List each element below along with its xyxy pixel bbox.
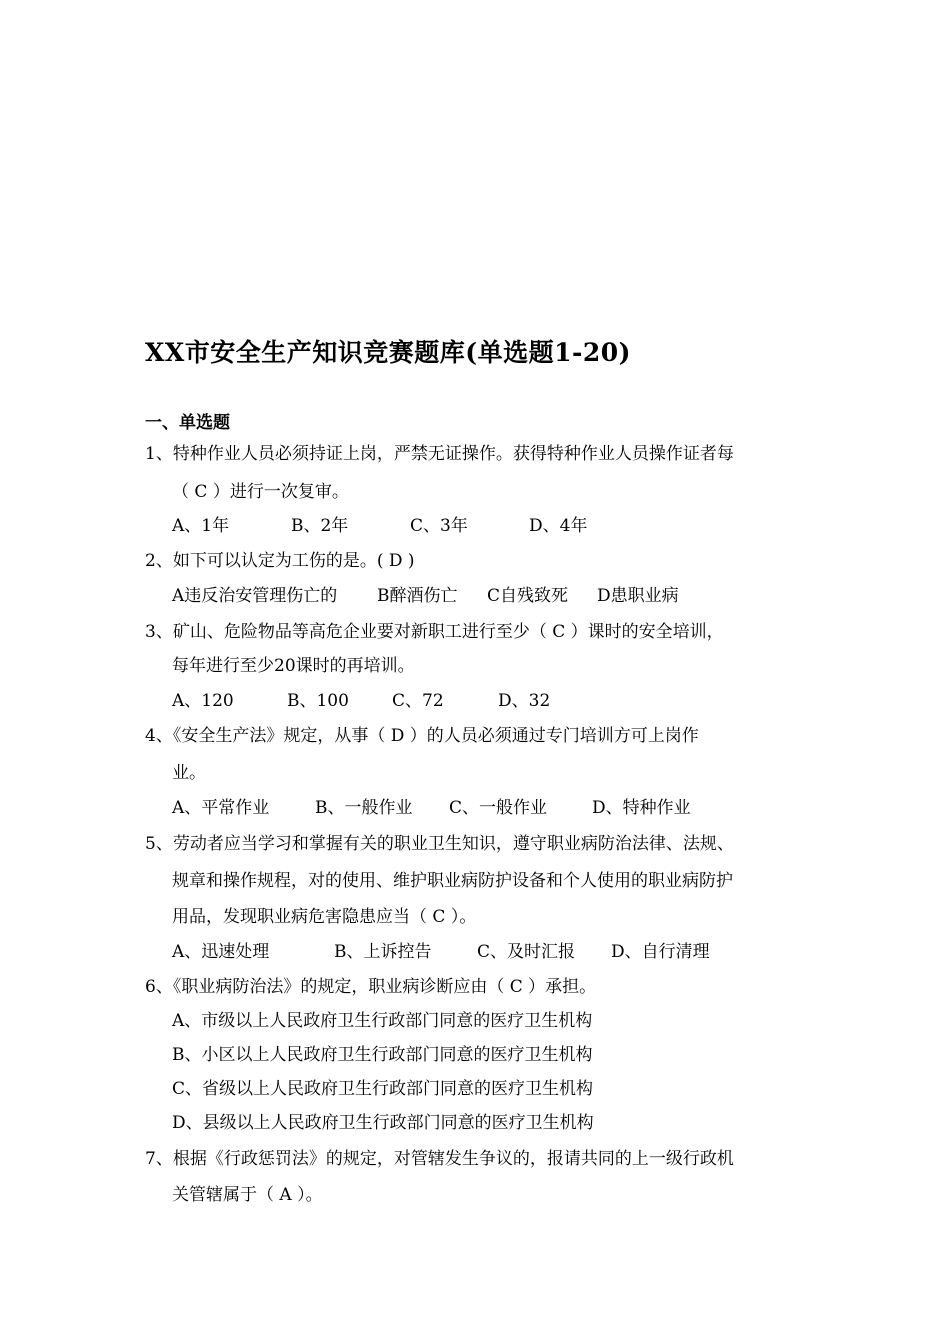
option-b: B、100 xyxy=(287,691,349,711)
option-b: B、2年 xyxy=(291,516,349,536)
question-5-line-3: 用品，发现职业病危害隐患应当（ C ）。 xyxy=(172,907,477,927)
option-d: D、自行清理 xyxy=(611,942,710,962)
question-4-options xyxy=(172,796,691,820)
option-c: C、及时汇报 xyxy=(477,942,576,962)
question-5-options xyxy=(172,940,710,964)
option-a: A、迅速处理 xyxy=(172,942,270,962)
question-5-line-2: 规章和操作规程，对的使用、维护职业病防护设备和个人使用的职业病防护 xyxy=(172,871,733,891)
question-7-line-2: 关管辖属于（ A ）。 xyxy=(172,1185,323,1205)
question-4-line-1: 4、《安全生产法》规定，从事（ D ）的人员必须通过专门培训方可上岗作 xyxy=(145,726,699,746)
option-c: C、3年 xyxy=(410,516,468,536)
option-a: A违反治安管理伤亡的 xyxy=(172,586,338,606)
page-title: XX市安全生产知识竞赛题库(单选题1-20) xyxy=(145,338,632,367)
question-3-options xyxy=(172,689,550,713)
question-5-line-1: 5、劳动者应当学习和掌握有关的职业卫生知识，遵守职业病防治法律、法规、 xyxy=(145,834,734,854)
option-a: A、1年 xyxy=(172,516,230,536)
question-7-line-1: 7、根据《行政惩罚法》的规定，对管辖发生争议的，报请共同的上一级行政机 xyxy=(145,1149,734,1169)
option-d: D、特种作业 xyxy=(592,798,691,818)
section-heading: 一、单选题 xyxy=(145,413,230,433)
question-4-line-2: 业。 xyxy=(172,763,206,783)
question-1-options xyxy=(172,514,587,538)
question-6-option-a: A、市级以上人民政府卫生行政部门同意的医疗卫生机构 xyxy=(172,1011,593,1031)
question-2-options xyxy=(172,584,679,608)
question-6-option-b: B、小区以上人民政府卫生行政部门同意的医疗卫生机构 xyxy=(172,1045,593,1065)
option-b: B醉酒伤亡 xyxy=(377,586,458,606)
option-b: B、上诉控告 xyxy=(334,942,432,962)
option-d: D患职业病 xyxy=(597,586,679,606)
option-a: A、平常作业 xyxy=(172,798,270,818)
option-b: B、一般作业 xyxy=(315,798,413,818)
question-2-line-1: 2、如下可以认定为工伤的是。( D ) xyxy=(145,551,415,571)
option-c: C自残致死 xyxy=(487,586,569,606)
option-c: C、72 xyxy=(392,691,444,711)
question-6-option-d: D、县级以上人民政府卫生行政部门同意的医疗卫生机构 xyxy=(172,1113,594,1133)
option-d: D、4年 xyxy=(529,516,588,536)
question-3-line-1: 3、矿山、危险物品等高危企业要对新职工进行至少（ C ）课时的安全培训， xyxy=(145,622,724,642)
question-3-line-2: 每年进行至少20课时的再培训。 xyxy=(172,656,415,676)
question-6-option-c: C、省级以上人民政府卫生行政部门同意的医疗卫生机构 xyxy=(172,1079,594,1099)
option-a: A、120 xyxy=(172,691,234,711)
question-1-line-2: （ C ）进行一次复审。 xyxy=(172,482,349,502)
option-c: C、一般作业 xyxy=(449,798,548,818)
question-6-line-1: 6、《职业病防治法》的规定，职业病诊断应由（ C ）承担。 xyxy=(145,977,597,997)
option-d: D、32 xyxy=(498,691,551,711)
question-1-line-1: 1、特种作业人员必须持证上岗，严禁无证操作。获得特种作业人员操作证者每 xyxy=(145,444,734,464)
